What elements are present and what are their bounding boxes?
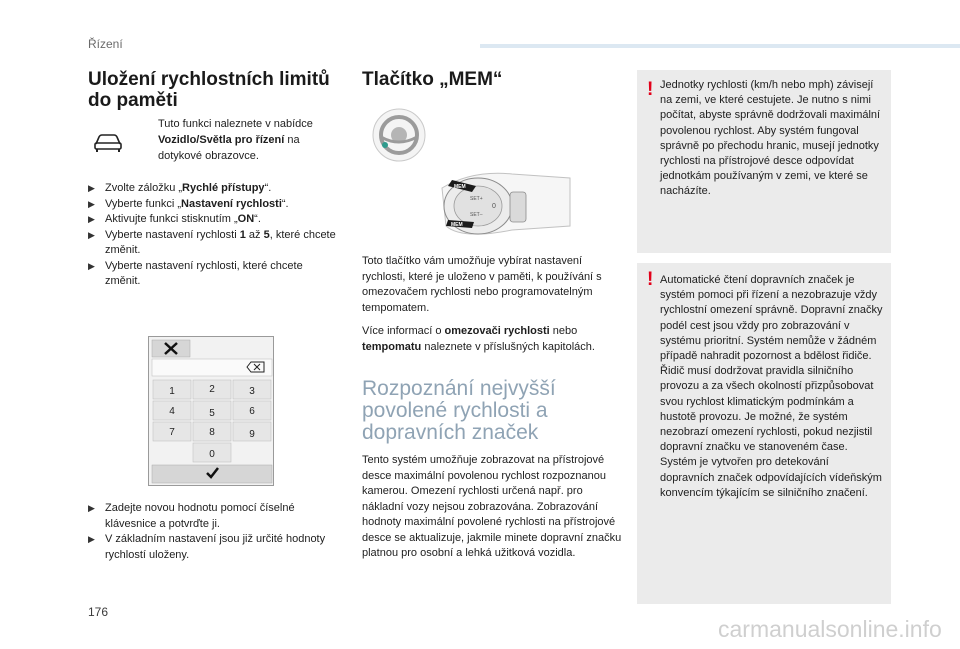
steering-wheel-illustration bbox=[369, 106, 429, 164]
menu-location-info: Tuto funkci naleznete v nabídce Vozidlo/Světla pro řízení na dotykové obrazovce. bbox=[158, 118, 313, 162]
stalk-zero-label: 0 bbox=[492, 203, 496, 210]
speed-memory-title: Uložení rychlostních limitů do paměti bbox=[88, 69, 330, 111]
list-item: ▶ Zvolte záložku „Rychlé přístupy“. bbox=[88, 181, 338, 197]
arrow-bullet-icon: ▶ bbox=[88, 198, 95, 209]
stalk-set-minus-label: SET– bbox=[470, 212, 483, 218]
stalk-mem-bottom-label: MEM bbox=[451, 222, 463, 228]
arrow-bullet-icon: ▶ bbox=[88, 214, 95, 224]
keypad-key-9: 9 bbox=[249, 429, 255, 440]
header-bar bbox=[480, 44, 960, 48]
arrow-bullet-icon: ▶ bbox=[88, 183, 95, 193]
steps-list-2 bbox=[88, 501, 338, 563]
more-info-paragraph: Více informací o omezovači rychlosti nebo tempomatu naleznete v příslušných kapitolách. bbox=[362, 325, 595, 353]
keypad-key-6: 6 bbox=[249, 406, 255, 417]
arrow-bullet-icon: ▶ bbox=[88, 503, 95, 513]
section-header: Řízení bbox=[88, 37, 123, 51]
warning-text-units: Jednotky rychlosti (km/h nebo mph) závisejí na zemi, ve které cestujete. Je nutno s nimi počítat, abyste správně dodržovali maximální povolenou rychlost. Aby systém fungoval správně po přechodu hranic, musejí jednotky rychlosti na přístrojové desce odpovídat jednotkám používaným v zemi, ve které se nacházíte. bbox=[660, 79, 881, 198]
arrow-bullet-icon: ▶ bbox=[88, 260, 95, 271]
watermark: carmanualsonline.info bbox=[718, 616, 942, 642]
arrow-bullet-icon: ▶ bbox=[88, 229, 95, 240]
sign-recognition-title: Rozpoznání nejvyšší povolené rychlosti a dopravních značek bbox=[362, 377, 556, 444]
list-item: ▶ Aktivujte funkci stisknutím „ON“. bbox=[88, 212, 338, 228]
keypad-key-3: 3 bbox=[249, 386, 255, 397]
mem-button-title: Tlačítko „MEM“ bbox=[362, 69, 503, 90]
steps-list bbox=[88, 181, 338, 290]
warning-icon: ! bbox=[647, 269, 654, 290]
numeric-keypad bbox=[148, 336, 274, 486]
list-item: ▶ Zadejte novou hodnotu pomocí číselné klávesnice a potvrďte ji. bbox=[88, 502, 295, 530]
car-icon bbox=[93, 131, 123, 153]
arrow-bullet-icon: ▶ bbox=[88, 534, 95, 544]
keypad-key-4: 4 bbox=[169, 406, 175, 417]
warning-box-units bbox=[637, 70, 891, 253]
mem-paragraph: Toto tlačítko vám umožňuje vybírat nastavení rychlosti, které je uloženo v paměti, k používání s omezovačem rychlosti nebo programovatelným tempomatem. bbox=[362, 255, 602, 314]
sign-recognition-paragraph: Tento systém umožňuje zobrazovat na přístrojové desce maximální povolenou rychlost rozpoznanou kamerou. Omezení rychlosti určená např. pro nákladní vozy nejsou zobrazována. Zobrazování hodnoty maximální povolené rychlosti na přístrojové desce se aktualizuje, jakmile minete dopravní značku platnou pro osobní a lehká užitková vozidla. bbox=[362, 454, 622, 559]
cruise-control-stalk-illustration bbox=[432, 168, 572, 246]
warning-icon: ! bbox=[647, 79, 654, 100]
keypad-key-2: 2 bbox=[209, 384, 215, 395]
list-item: ▶ Vyberte nastavení rychlosti, které chcete změnit. bbox=[88, 259, 303, 287]
list-item: ▶ Vyberte nastavení rychlosti 1 až 5, které chcete změnit. bbox=[88, 228, 336, 256]
list-item: ▶ V základním nastavení jsou již určité hodnoty rychlostí uloženy. bbox=[88, 533, 326, 561]
keypad-key-5: 5 bbox=[209, 408, 215, 419]
list-item: ▶ Vyberte funkci „Nastavení rychlosti“. bbox=[88, 197, 338, 213]
page-number: 176 bbox=[88, 605, 109, 619]
warning-text-recognition: Automatické čtení dopravních značek je systém pomoci při řízení a nezobrazuje vždy rychlostní omezení správně. Dopravní značky podél cest jsou vždy pro zobrazování v systému prioritní. Systém nemůže v žádném případě nahradit pozornost a bdělost řidiče. Řidič musí dodržovat pravidla silničního provozu a za všech okolností přizpůsobovat svou rychlost klimatickým podmínkám a hustotě provozu. Je možné, že systém nezobrazí omezení rychlosti, pokud nezjistil dopravní značku ve stanoveném čase. Systém je vytvořen pro detekování dopravních značek odpovídajících vídeňským konvencím týkajícím se silničního značení. bbox=[660, 274, 883, 499]
warning-box-recognition bbox=[637, 263, 891, 604]
keypad-key-7: 7 bbox=[169, 427, 175, 438]
keypad-key-8: 8 bbox=[209, 427, 215, 438]
stalk-mem-top-label: MEM bbox=[454, 184, 466, 190]
keypad-key-1: 1 bbox=[169, 386, 175, 397]
stalk-set-plus-label: SET+ bbox=[470, 196, 483, 202]
keypad-key-0: 0 bbox=[209, 449, 215, 460]
